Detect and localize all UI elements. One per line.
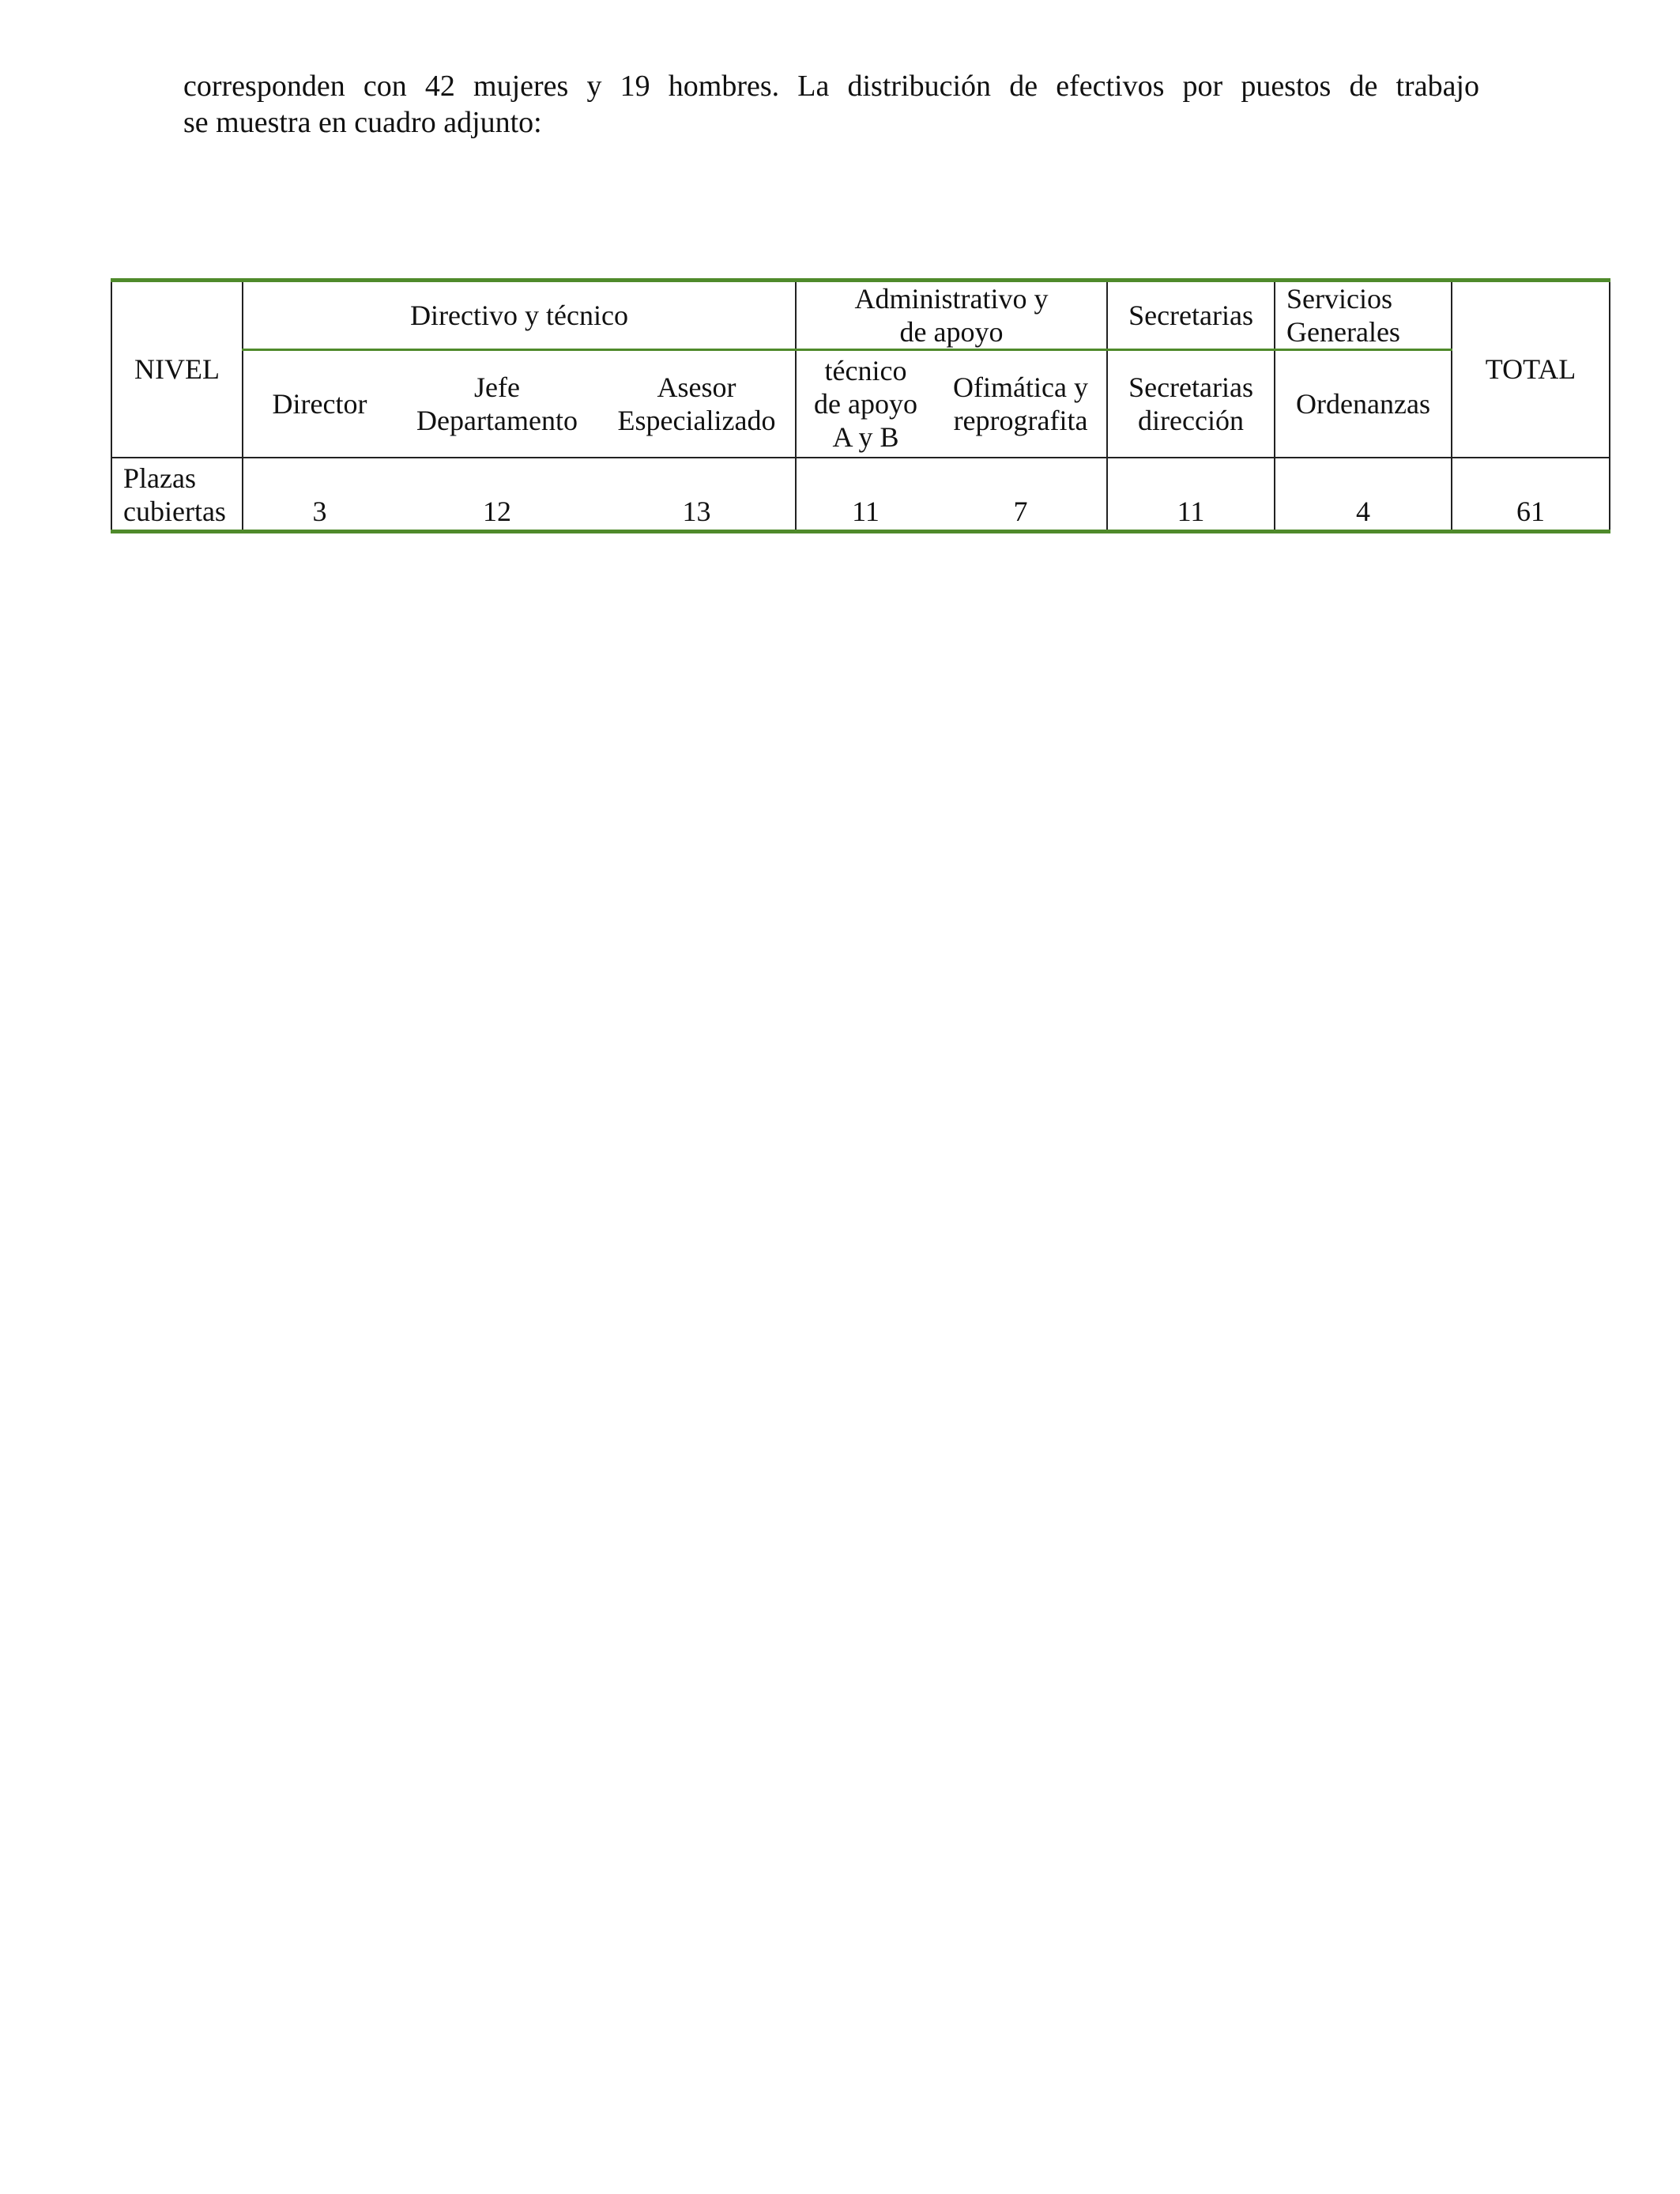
group-administrativo-line-2: de apoyo <box>899 316 1004 348</box>
row-label-line-2: cubiertas <box>123 496 226 527</box>
col-tecnico-line-3: A y B <box>832 420 899 453</box>
col-secretarias-line-2: dirección <box>1138 404 1244 436</box>
value-asesor: 13 <box>598 458 796 532</box>
col-ofimatica-line-2: reprografita <box>953 404 1088 436</box>
group-administrativo-line-1: Administrativo y <box>854 283 1049 315</box>
group-servicios-line-2: Generales <box>1286 316 1400 348</box>
row-label-line-1: Plazas <box>123 462 196 494</box>
value-secretarias: 11 <box>1107 458 1275 532</box>
group-directivo-label: Directivo y técnico <box>410 300 628 331</box>
value-ordenanzas: 4 <box>1275 458 1452 532</box>
col-jefe-line-2: Departamento <box>416 404 578 436</box>
group-secretarias-header <box>1107 281 1275 350</box>
col-director-label: Director <box>272 387 367 420</box>
col-secretarias-line-1: Secretarias <box>1128 371 1253 403</box>
col-tecnico-line-2: de apoyo <box>814 387 917 420</box>
col-jefe-line-1: Jefe <box>474 371 520 403</box>
col-ofimatica-line-1: Ofimática y <box>953 371 1088 403</box>
col-jefe-header <box>396 350 598 458</box>
value-jefe: 12 <box>396 458 598 532</box>
group-directivo-header <box>243 281 796 350</box>
col-ordenanzas-header <box>1275 350 1452 458</box>
intro-paragraph <box>183 68 1479 141</box>
nivel-header <box>111 281 243 458</box>
col-ordenanzas-label: Ordenanzas <box>1296 387 1430 420</box>
group-administrativo-header <box>796 281 1107 350</box>
group-servicios-line-1: Servicios <box>1286 283 1392 315</box>
value-tecnico: 11 <box>796 458 935 532</box>
value-total: 61 <box>1452 458 1610 532</box>
staff-distribution-table <box>111 278 1610 533</box>
col-tecnico-header <box>796 350 935 458</box>
nivel-label: NIVEL <box>134 353 220 386</box>
value-ofimatica: 7 <box>935 458 1107 532</box>
intro-line-2: se muestra en cuadro adjunto: <box>183 106 542 139</box>
col-secretarias-header <box>1107 350 1275 458</box>
group-servicios-header <box>1275 281 1452 350</box>
value-director: 3 <box>243 458 396 532</box>
col-tecnico-line-1: técnico <box>824 354 907 386</box>
row-label-cell <box>111 458 243 532</box>
group-total-label: TOTAL <box>1485 353 1576 386</box>
col-asesor-header <box>598 350 796 458</box>
group-total-header <box>1452 281 1610 458</box>
col-asesor-line-1: Asesor <box>657 371 736 403</box>
col-asesor-line-2: Especializado <box>617 404 776 436</box>
group-secretarias-label: Secretarias <box>1128 300 1253 331</box>
col-ofimatica-header <box>935 350 1107 458</box>
col-director-header <box>243 350 396 458</box>
intro-line-1: corresponden con 42 mujeres y 19 hombres. La distribución de efectivos por puestos de trabajo <box>183 70 1479 103</box>
